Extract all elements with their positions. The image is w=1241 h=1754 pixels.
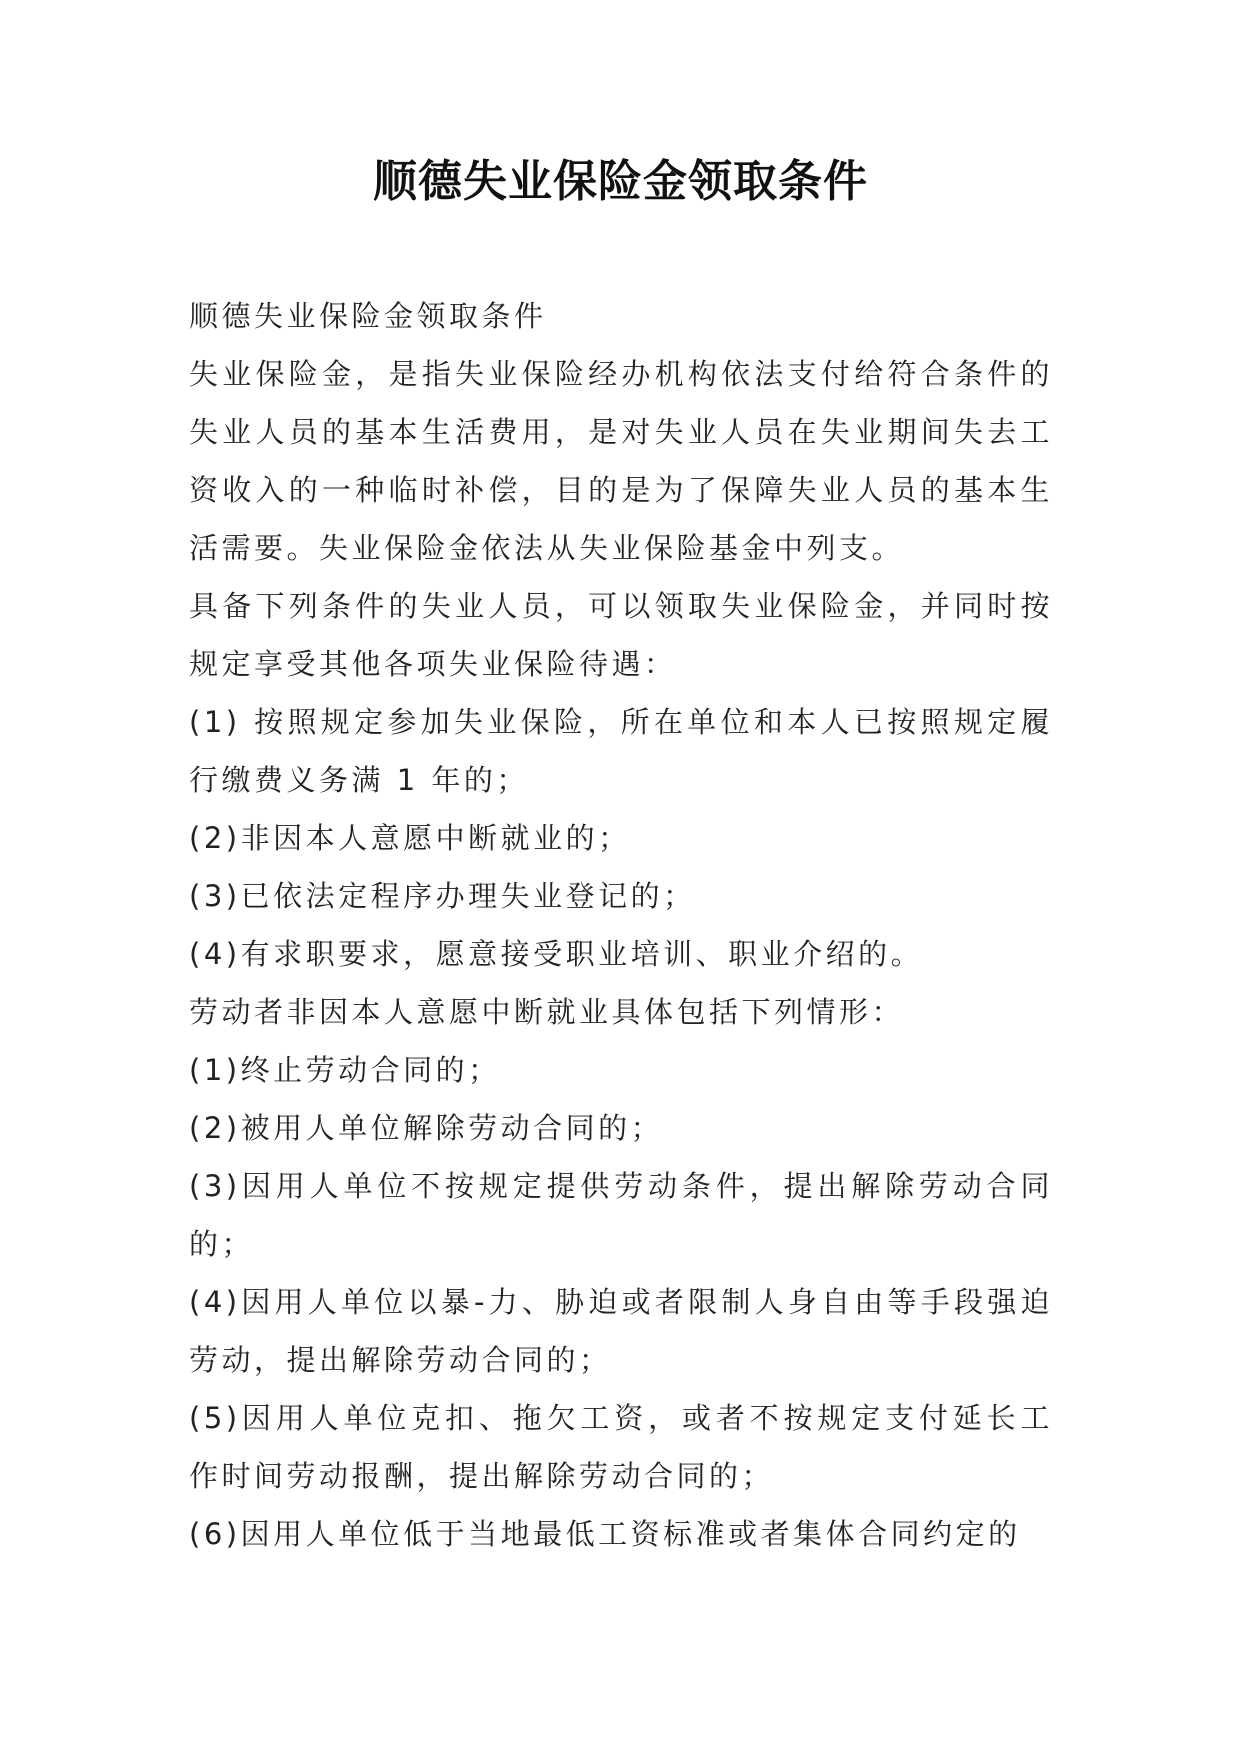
situation-item-3: (3)因用人单位不按规定提供劳动条件，提出解除劳动合同的； (189, 1169, 1053, 1261)
document-title: 顺德失业保险金领取条件 (373, 156, 868, 207)
paragraph-definition: 失业保险金，是指失业保险经办机构依法支付给符合条件的失业人员的基本生活费用，是对失业人员在失业期间失去工资收入的一种临时补偿，目的是为了保障失业人员的基本生活需要。失业保险金依法从失业保险基金中列支。 (189, 357, 1053, 565)
document-body (189, 287, 1053, 1563)
paragraph-conditions-intro: 具备下列条件的失业人员，可以领取失业保险金，并同时按规定享受其他各项失业保险待遇： (189, 589, 1053, 681)
condition-item-2: (2)非因本人意愿中断就业的； (189, 821, 631, 855)
situation-item-2: (2)被用人单位解除劳动合同的； (189, 1111, 664, 1145)
situation-item-5: (5)因用人单位克扣、拖欠工资，或者不按规定支付延长工作时间劳动报酬，提出解除劳动合同的； (189, 1401, 1053, 1493)
condition-item-3: (3)已依法定程序办理失业登记的； (189, 879, 696, 913)
paragraph-situations-intro: 劳动者非因本人意愿中断就业具体包括下列情形： (189, 995, 905, 1029)
condition-item-1: (1) 按照规定参加失业保险，所在单位和本人已按照规定履行缴费义务满 1 年的； (189, 705, 1053, 797)
situation-item-6: (6)因用人单位低于当地最低工资标准或者集体合同约定的 (189, 1517, 1021, 1551)
situation-item-4: (4)因用人单位以暴-力、胁迫或者限制人身自由等手段强迫劳动，提出解除劳动合同的； (189, 1285, 1053, 1377)
condition-item-4: (4)有求职要求，愿意接受职业培训、职业介绍的。 (189, 937, 924, 971)
paragraph-heading: 顺德失业保险金领取条件 (189, 299, 547, 333)
situation-item-1: (1)终止劳动合同的； (189, 1053, 501, 1087)
